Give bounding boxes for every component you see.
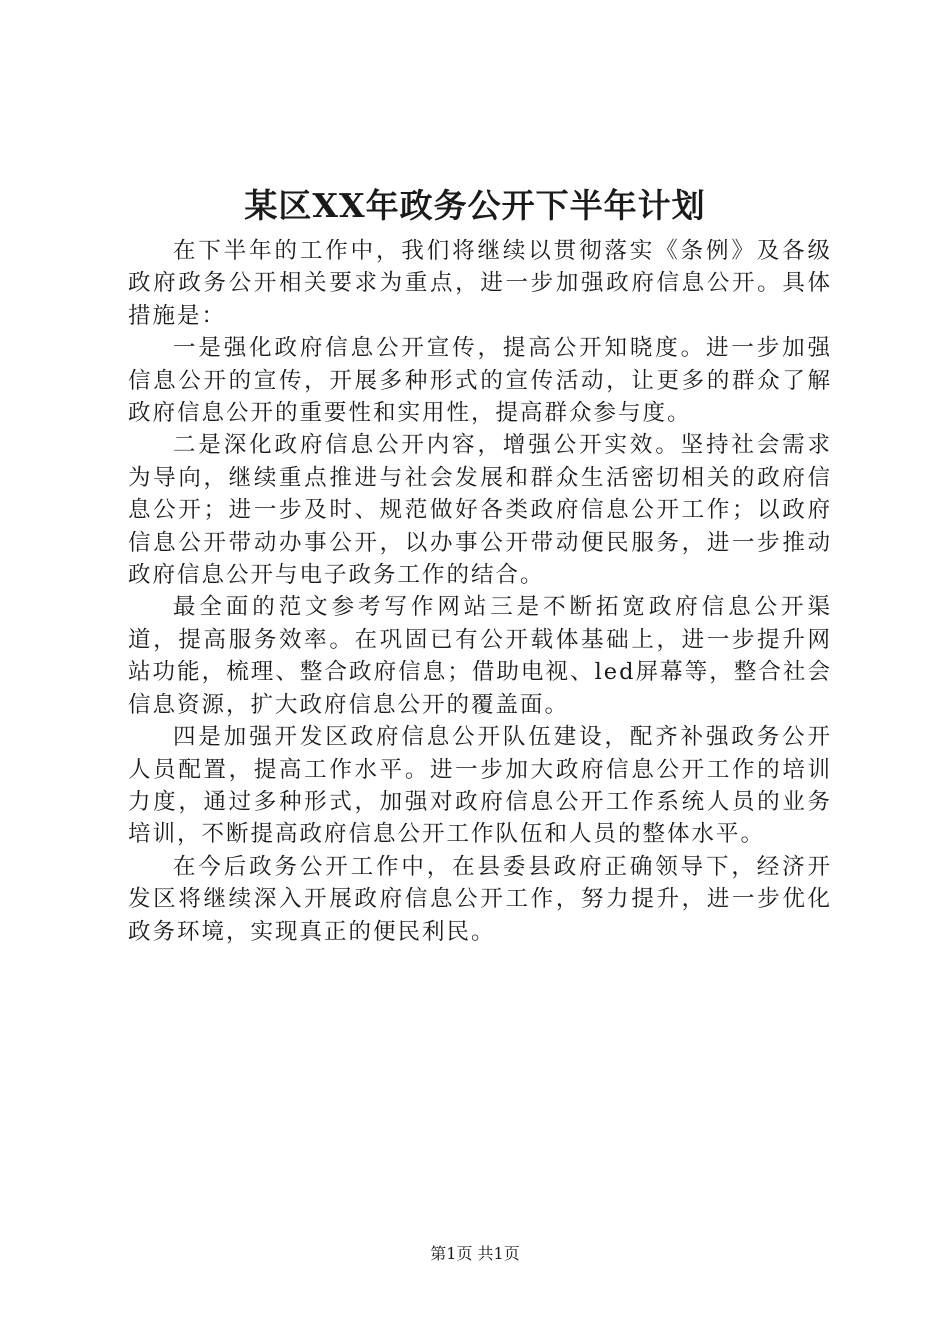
- document-body: [128, 235, 832, 948]
- paragraph-measure-4: 四是加强开发区政府信息公开队伍建设，配齐补强政务公开人员配置，提高工作水平。进一步加大政府信息公开工作的培训力度，通过多种形式，加强对政府信息公开工作系统人员的业务培训，不断提高政府信息公开工作队伍和人员的整体水平。: [128, 724, 832, 848]
- paragraph-measure-3: 最全面的范文参考写作网站三是不断拓宽政府信息公开渠道，提高服务效率。在巩固已有公开载体基础上，进一步提升网站功能，梳理、整合政府信息；借助电视、led屏幕等，整合社会信息资源，扩大政府信息公开的覆盖面。: [128, 594, 832, 718]
- paragraph-intro: 在下半年的工作中，我们将继续以贯彻落实《条例》及各级政府政务公开相关要求为重点，进一步加强政府信息公开。具体措施是：: [128, 238, 832, 329]
- paragraph-conclusion: 在今后政务公开工作中，在县委县政府正确领导下，经济开发区将继续深入开展政府信息公开工作，努力提升，进一步优化政务环境，实现真正的便民利民。: [128, 853, 832, 945]
- paragraph-measure-1: 一是强化政府信息公开宣传，提高公开知晓度。进一步加强信息公开的宣传，开展多种形式的宣传活动，让更多的群众了解政府信息公开的重要性和实用性，提高群众参与度。: [128, 335, 832, 427]
- page-number-footer: 第1页 共1页: [430, 1244, 520, 1263]
- paragraph-measure-2: 二是深化政府信息公开内容，增强公开实效。坚持社会需求为导向，继续重点推进与社会发展和群众生活密切相关的政府信息公开；进一步及时、规范做好各类政府信息公开工作；以政府信息公开带动办事公开，以办事公开带动便民服务，进一步推动政府信息公开与电子政务工作的结合。: [128, 432, 832, 589]
- document-title: 某区XX年政务公开下半年计划: [244, 186, 706, 225]
